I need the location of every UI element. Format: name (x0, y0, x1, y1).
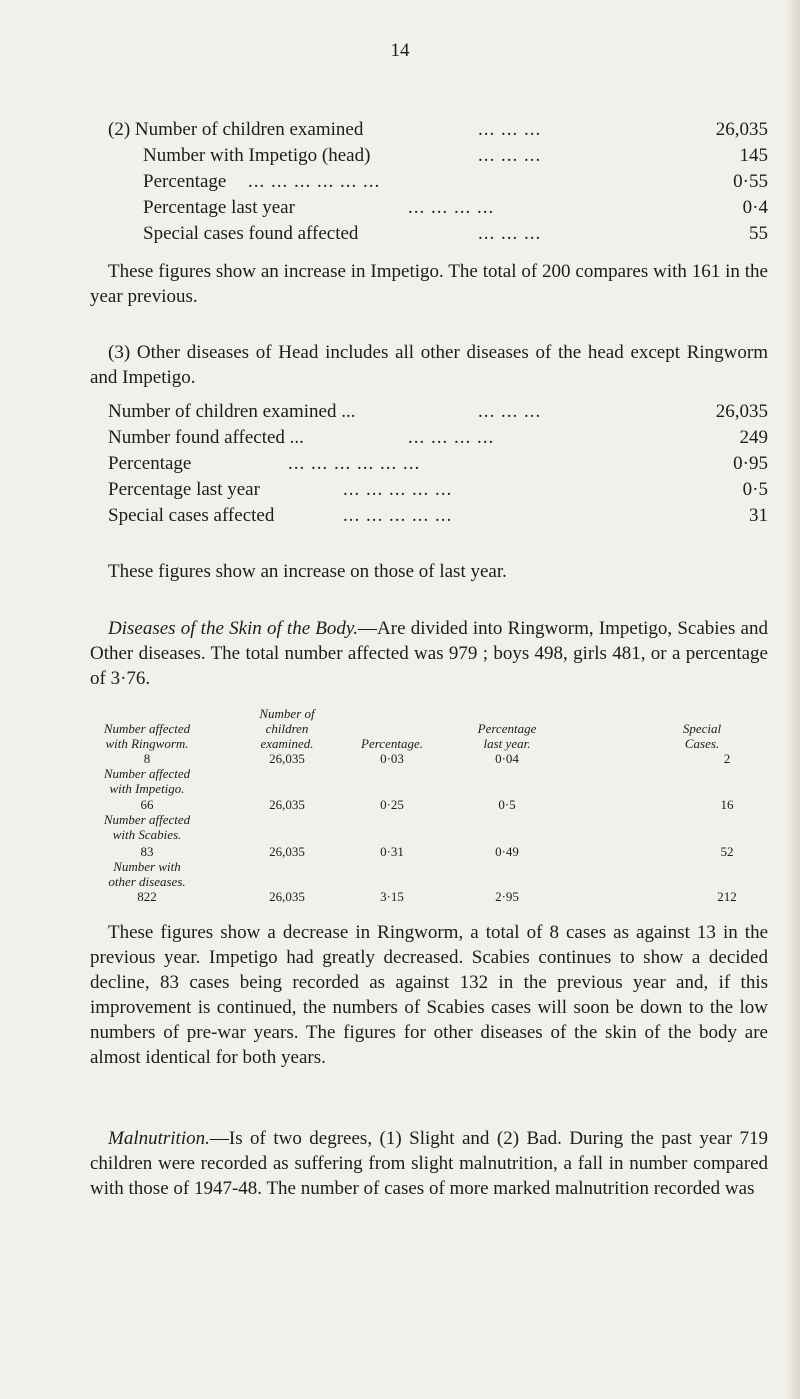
figure-value: 0·55 (733, 171, 768, 192)
cell-special: 2 (723, 751, 731, 766)
figure-label: Percentage (108, 453, 192, 474)
cell-last-year: 0·5 (498, 797, 516, 812)
leader-dots: ... ... ... (478, 119, 542, 140)
figure-value: 31 (749, 505, 768, 526)
section-heading: Malnutrition. (108, 1128, 210, 1149)
cell-percentage: 0·25 (380, 797, 404, 812)
leader-dots: ... ... ... ... (408, 197, 495, 218)
cell-affected: 822 (137, 889, 157, 904)
cell-affected: 66 (140, 797, 154, 812)
table-header-affected: Number affected with Ringworm. (103, 721, 191, 751)
figure-row (108, 503, 768, 529)
impetigo-paragraph (90, 259, 768, 309)
figure-row (108, 221, 768, 247)
cell-special: 16 (720, 797, 734, 812)
figure-row (108, 169, 768, 195)
page-number: 14 (390, 40, 410, 61)
cell-last-year: 0·49 (495, 844, 519, 859)
other-head-conclusion (108, 559, 768, 585)
figure-value: 26,035 (715, 119, 768, 140)
figure-value: 26,035 (715, 401, 768, 422)
figure-label: Percentage last year (108, 479, 260, 500)
figure-label: Percentage last year (143, 197, 295, 218)
figure-label: Special cases affected (108, 505, 275, 526)
paragraph-text: (3) Other diseases of Head includes all other diseases of the head except Ringworm and Impetigo. (90, 342, 768, 388)
figure-label: Special cases found affected (143, 223, 359, 244)
row-label: Number affected with Scabies. (103, 812, 191, 842)
figure-value: 0·5 (742, 479, 768, 500)
cell-affected: 8 (143, 751, 151, 766)
cell-special: 52 (720, 844, 734, 859)
leader-dots: ... ... ... ... ... (343, 479, 453, 500)
figure-value: 249 (739, 427, 768, 448)
cell-examined: 26,035 (269, 751, 305, 766)
paragraph-text: These figures show a decrease in Ringworm, a total of 8 cases as against 13 in the previous year. Impetigo had greatly decreased. Scabies continues to show a decided decline, 83 cases being recorded as against 132 in the previous year and, if this improvement is continued, the numbers of Scabies cases will soon be down to the low numbers of pre-war years. The figures for other diseases of the skin of the body are almost identical for both years. (90, 922, 768, 1068)
cell-percentage: 0·03 (380, 751, 404, 766)
paragraph-text: These figures show an increase in Impetigo. The total of 200 compares with 161 in the year previous. (90, 261, 768, 307)
cell-percentage: 3·15 (380, 889, 404, 904)
cell-percentage: 0·31 (380, 844, 404, 859)
paragraph-text: —Is of two degrees, (1) Slight and (2) Bad. During the past year 719 children were recorded as suffering from slight malnutrition, a fall in number compared with those of 1947-48. The number of cases of more marked malnutrition recorded was (90, 1128, 768, 1199)
figure-value: 0·4 (742, 197, 768, 218)
figure-row (108, 477, 768, 503)
row-label: Number affected with Impetigo. (103, 766, 191, 796)
figure-row (108, 425, 768, 451)
table-header-special: Special Cases. (682, 721, 722, 751)
figure-label: Number found affected ... (108, 427, 304, 448)
cell-examined: 26,035 (269, 889, 305, 904)
leader-dots: ... ... ... (478, 223, 542, 244)
cell-affected: 83 (140, 844, 154, 859)
leader-dots: ... ... ... (478, 401, 542, 422)
cell-examined: 26,035 (269, 797, 305, 812)
figure-value: 0·95 (733, 453, 768, 474)
table-header-percentage: Percentage. (361, 736, 423, 751)
figure-label: (2) Number of children examined (108, 119, 364, 140)
figure-label: Percentage (143, 171, 227, 192)
figure-value: 55 (749, 223, 768, 244)
figure-label: Number of children examined ... (108, 401, 356, 422)
figure-value: 145 (739, 145, 768, 166)
other-head-figures (108, 399, 768, 529)
cell-special: 212 (717, 889, 737, 904)
paragraph-text: —Are divided into Ringworm, Impetigo, Scabies and Other diseases. The total number affected was 979 ; boys 498, girls 481, or a percentage of 3·76. (90, 618, 768, 689)
impetigo-figures (108, 117, 768, 247)
skin-diseases-paragraph (90, 616, 768, 691)
cell-last-year: 0·04 (495, 751, 519, 766)
figure-row (108, 451, 768, 477)
leader-dots: ... ... ... (478, 145, 542, 166)
figure-label: Number with Impetigo (head) (143, 145, 371, 166)
malnutrition-paragraph (90, 1126, 768, 1201)
table-header-examined: Number of children examined. (259, 706, 315, 751)
figure-row (108, 143, 768, 169)
leader-dots: ... ... ... ... (408, 427, 495, 448)
leader-dots: ... ... ... ... ... ... (248, 171, 381, 192)
other-head-intro (90, 340, 768, 390)
cell-last-year: 2·95 (495, 889, 519, 904)
figure-row (108, 117, 768, 143)
table-header-last-year: Percentage last year. (477, 721, 537, 751)
skin-diseases-discussion (90, 920, 768, 1070)
cell-examined: 26,035 (269, 844, 305, 859)
leader-dots: ... ... ... ... ... (343, 505, 453, 526)
figure-row (108, 399, 768, 425)
leader-dots: ... ... ... ... ... ... (288, 453, 421, 474)
page-edge-shadow (786, 0, 800, 1399)
section-heading: Diseases of the Skin of the Body. (108, 618, 359, 639)
row-label: Number with other diseases. (108, 859, 186, 889)
figure-row (108, 195, 768, 221)
paragraph-text: These figures show an increase on those of last year. (108, 561, 507, 582)
